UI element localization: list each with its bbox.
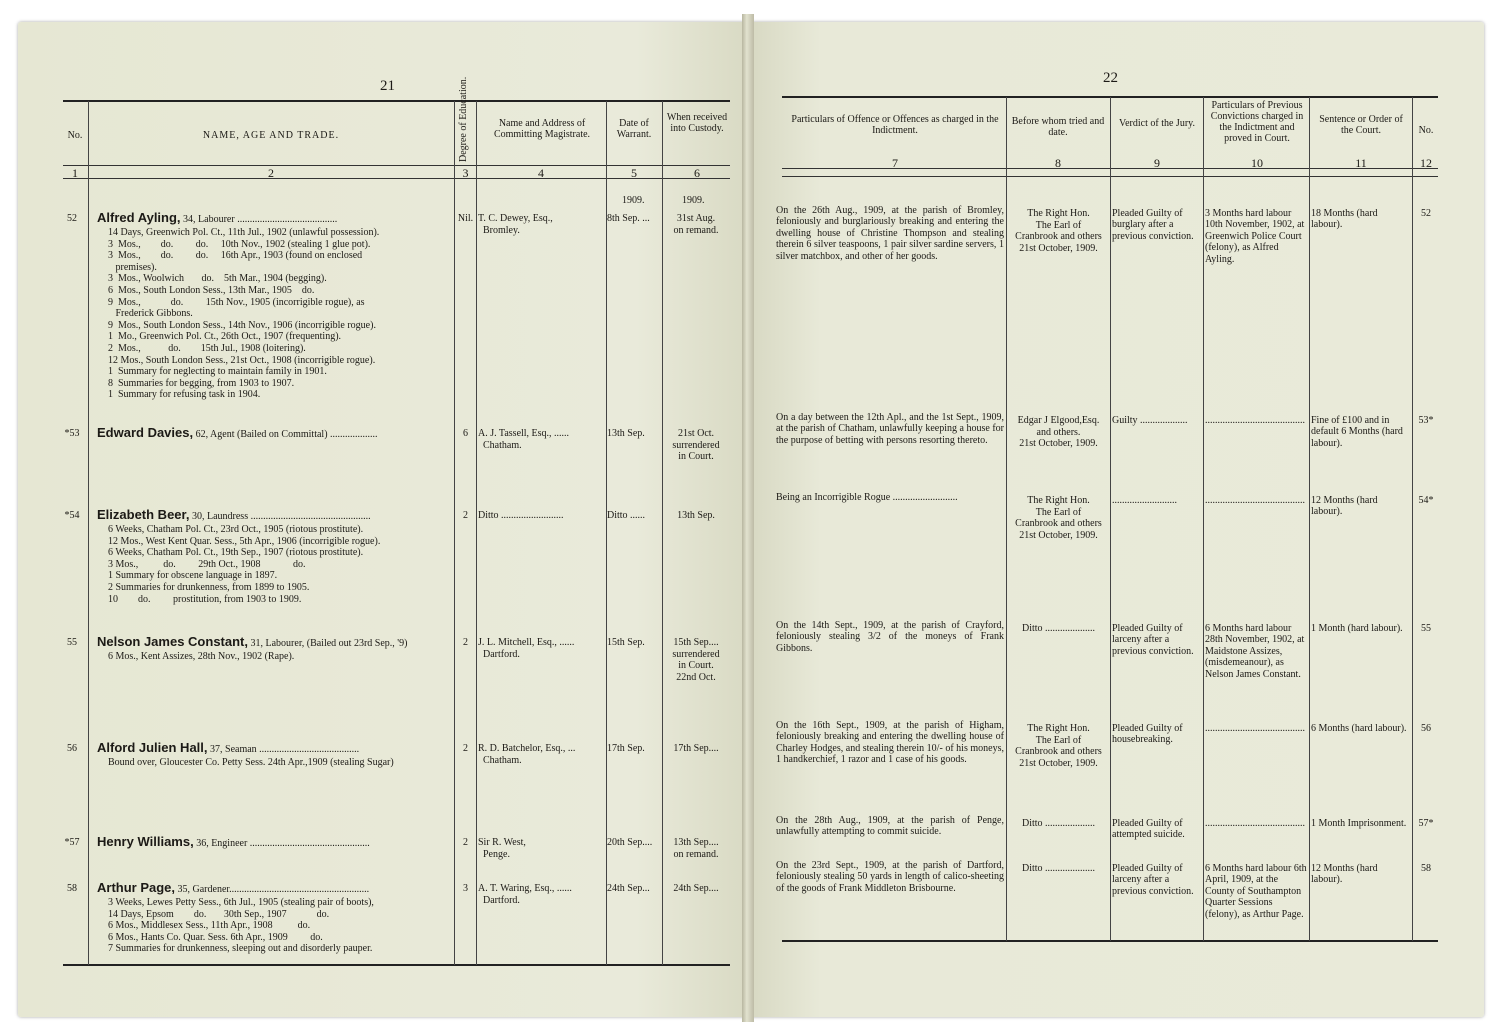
- warrant-date: 24th Sep...: [607, 883, 650, 894]
- right-col-divider: [1006, 97, 1007, 941]
- court-sentence: 1 Month (hard labour).: [1311, 623, 1403, 634]
- entry-number: *53: [64, 428, 80, 439]
- education-degree: 6: [463, 428, 468, 439]
- court-sentence: 18 Months (hard labour).: [1311, 208, 1378, 231]
- custody-date: 31st Aug. on remand.: [673, 213, 719, 236]
- warrant-date: Ditto ......: [607, 510, 646, 521]
- entry-name-line: [97, 507, 452, 522]
- prisoner-name: Alfred Ayling,: [97, 210, 181, 225]
- prisoner-details: 62, Agent (Bailed on Committal) ...................: [193, 429, 378, 440]
- col-number: 4: [538, 166, 544, 180]
- header-sentence: Sentence or Order of the Court.: [1319, 114, 1403, 136]
- col-number: 3: [462, 166, 469, 180]
- entry-number: *54: [64, 510, 80, 521]
- col-number: 5: [631, 166, 637, 180]
- header-previous: Particulars of Previous Convictions charged in the Indictment and proved in Court.: [1210, 100, 1304, 144]
- committing-magistrate: R. D. Batchelor, Esq., ... Chatham.: [478, 743, 576, 766]
- entry-name-line: [97, 740, 452, 755]
- custody-date: 24th Sep....: [673, 883, 719, 894]
- warrant-date: 8th Sep. ...: [607, 213, 650, 224]
- header-no-right: No.: [1418, 125, 1434, 136]
- previous-convictions: ........................................: [1205, 818, 1305, 829]
- prisoner-details: 37, Seaman ........................................: [207, 744, 360, 755]
- left-top-rule: [63, 100, 730, 102]
- entry-number-right: 53*: [1418, 415, 1434, 426]
- tried-before: Ditto ....................: [1021, 818, 1096, 829]
- warrant-date: 17th Sep.: [607, 743, 645, 754]
- col-number: 9: [1154, 156, 1160, 170]
- right-col-divider: [1309, 97, 1310, 941]
- header-no: No.: [67, 130, 83, 141]
- tried-before: The Right Hon. The Earl of Cranbrook and others 21st October, 1909.: [1015, 723, 1102, 769]
- previous-convictions: ........................................: [1205, 723, 1305, 734]
- custody-year: 1909.: [682, 195, 705, 206]
- header-magistrate: Name and Address of Committing Magistrate.: [493, 118, 591, 140]
- entry-name-line: [97, 425, 452, 440]
- entry-name-line: [97, 834, 452, 849]
- court-sentence: 12 Months (hard labour).: [1311, 495, 1378, 518]
- previous-convictions: 6 Months hard labour 28th November, 1902, at Maidstone Assizes, (misdemeanour), as Nelson James Constant.: [1205, 623, 1305, 680]
- entry-name-line: [97, 210, 452, 225]
- header-offence: Particulars of Offence or Offences as charged in the Indictment.: [791, 114, 999, 136]
- jury-verdict: Pleaded Guilty of housebreaking.: [1112, 723, 1183, 746]
- header-warrant: Date of Warrant.: [616, 118, 652, 140]
- book-gutter: [742, 14, 754, 1022]
- warrant-date: 15th Sep.: [607, 637, 645, 648]
- right-col-divider: [1110, 97, 1111, 941]
- prisoner-details: 35, Gardener........................................................: [175, 884, 370, 895]
- entry-number: 56: [67, 743, 77, 754]
- prisoner-details: 30, Laundress ................................................: [189, 511, 371, 522]
- left-page-number: 21: [380, 78, 395, 94]
- previous-record: 6 Mos., Kent Assizes, 28th Nov., 1902 (Rape).: [108, 651, 295, 662]
- tried-before: The Right Hon. The Earl of Cranbrook and others 21st October, 1909.: [1015, 208, 1102, 254]
- offence-particulars: On the 16th Sept., 1909, at the parish of Higham, feloniously breaking and entering the dwelling house of Charley Hodges, and stealing therein 10/- of his moneys, 1 handkerchief, 1 razor and 1 case of his goods.: [776, 720, 1004, 766]
- header-verdict: Verdict of the Jury.: [1119, 118, 1195, 129]
- offence-particulars: On a day between the 12th Apl., and the 1st Sept., 1909, at the parish of Chatham, unlawfully keeping a house for the purpose of betting with persons resorting thereto.: [776, 412, 1004, 446]
- col-number: 2: [268, 166, 274, 180]
- entry-number: 52: [67, 213, 77, 224]
- entry-number-right: 56: [1421, 723, 1431, 734]
- header-custody: When received into Custody.: [666, 112, 728, 134]
- previous-convictions: ........................................: [1205, 415, 1305, 426]
- prisoner-name: Edward Davies,: [97, 425, 194, 440]
- left-col-divider: [662, 101, 663, 965]
- tried-before: Ditto ....................: [1021, 863, 1096, 874]
- committing-magistrate: T. C. Dewey, Esq., Bromley.: [478, 213, 553, 236]
- previous-convictions: 6 Months hard labour 6th April, 1909, at the County of Southampton Quarter Sessions (felony), as Arthur Page.: [1205, 863, 1307, 920]
- jury-verdict: Pleaded Guilty of attempted suicide.: [1112, 818, 1185, 841]
- right-page-number: 22: [1103, 70, 1118, 86]
- col-number: 11: [1355, 156, 1367, 170]
- offence-particulars: On the 14th Sept., 1909, at the parish of Crayford, feloniously stealing 3/2 of the moneys of Frank Gibbons.: [776, 620, 1004, 654]
- offence-particulars: On the 28th Aug., 1909, at the parish of Penge, unlawfully attempting to commit suicide.: [776, 815, 1004, 838]
- previous-record: 3 Weeks, Lewes Petty Sess., 6th Jul., 1905 (stealing pair of boots), 14 Days, Epsom do. 30th Sep., 1907 do. 6 Mos., Middlesex Sess., 11th Apr., 1908 do. 6 Mos., Hants Co. Quar. Sess. 6th Apr., 1909 do. 7 Summaries for drunkenness, sleeping out and disorderly pauper.: [108, 897, 374, 955]
- left-col-divider: [476, 101, 477, 965]
- committing-magistrate: Sir R. West, Penge.: [478, 837, 526, 860]
- education-degree: 2: [463, 743, 468, 754]
- right-col-divider: [1412, 97, 1413, 941]
- entry-number-right: 57*: [1418, 818, 1434, 829]
- left-col-divider: [454, 101, 455, 965]
- warrant-year: 1909.: [622, 195, 645, 206]
- entry-number: *57: [64, 837, 80, 848]
- jury-verdict: Guilty ...................: [1112, 415, 1188, 426]
- previous-convictions: ........................................: [1205, 495, 1305, 506]
- education-degree: Nil.: [457, 213, 474, 224]
- entry-name-line: [97, 880, 452, 895]
- prisoner-name: Henry Williams,: [97, 834, 194, 849]
- entry-number-right: 52: [1421, 208, 1431, 219]
- custody-date: 17th Sep....: [673, 743, 719, 754]
- committing-magistrate: J. L. Mitchell, Esq., ...... Dartford.: [478, 637, 575, 660]
- court-sentence: 1 Month Imprisonment.: [1311, 818, 1407, 829]
- prisoner-details: 36, Engineer ................................................: [193, 838, 370, 849]
- col-number: 8: [1055, 156, 1061, 170]
- warrant-date: 13th Sep.: [607, 428, 645, 439]
- entry-number: 58: [67, 883, 77, 894]
- entry-name-line: [97, 634, 452, 649]
- prisoner-name: Arthur Page,: [97, 880, 176, 895]
- col-number: 1: [72, 166, 78, 180]
- prisoner-details: 34, Labourer ........................................: [180, 214, 338, 225]
- col-number: 6: [694, 166, 700, 180]
- jury-verdict: Pleaded Guilty of larceny after a previous conviction.: [1112, 863, 1194, 897]
- col-number: 10: [1251, 156, 1263, 170]
- tried-before: Ditto ....................: [1021, 623, 1096, 634]
- col-number: 12: [1420, 156, 1432, 170]
- prisoner-name: Alford Julien Hall,: [97, 740, 208, 755]
- court-sentence: Fine of £100 and in default 6 Months (hard labour).: [1311, 415, 1403, 449]
- entry-number-right: 55: [1421, 623, 1431, 634]
- jury-verdict: ..........................: [1112, 495, 1177, 506]
- left-col-divider: [606, 101, 607, 965]
- offence-particulars: On the 23rd Sept., 1909, at the parish of Dartford, feloniously stealing 50 yards in length of calico-sheeting of the goods of Frank Middleton Brisbourne.: [776, 860, 1004, 894]
- custody-date: 13th Sep.: [677, 510, 715, 521]
- tried-before: Edgar J Elgood,Esq. and others. 21st October, 1909.: [1017, 415, 1100, 450]
- entry-number-right: 54*: [1418, 495, 1434, 506]
- left-bottom-rule: [63, 964, 730, 966]
- previous-record: Bound over, Gloucester Co. Petty Sess. 24th Apr.,1909 (stealing Sugar): [108, 757, 394, 768]
- custody-date: 21st Oct. surrendered in Court.: [672, 428, 720, 463]
- education-degree: 3: [463, 883, 468, 894]
- header-education: Degree of Education.: [458, 76, 469, 162]
- committing-magistrate: Ditto .........................: [478, 510, 564, 521]
- offence-particulars: On the 26th Aug., 1909, at the parish of Bromley, feloniously and burglariously breaking and entering the dwelling house of Christine Thompson and stealing therein 6 silver teaspoons, 1 pair silver sardine servers, 1 silver matchbox, and other of her goods.: [776, 205, 1004, 262]
- prisoner-name: Nelson James Constant,: [97, 634, 248, 649]
- col-number: 7: [892, 156, 898, 170]
- entry-number-right: 58: [1421, 863, 1431, 874]
- header-before: Before whom tried and date.: [1011, 116, 1105, 138]
- entry-number: 55: [67, 637, 77, 648]
- committing-magistrate: A. T. Waring, Esq., ...... Dartford.: [478, 883, 572, 906]
- education-degree: 2: [463, 637, 468, 648]
- jury-verdict: Pleaded Guilty of larceny after a previous conviction.: [1112, 623, 1194, 657]
- custody-date: 13th Sep.... on remand.: [673, 837, 719, 860]
- tried-before: The Right Hon. The Earl of Cranbrook and others 21st October, 1909.: [1015, 495, 1102, 541]
- previous-record: 6 Weeks, Chatham Pol. Ct., 23rd Oct., 1905 (riotous prostitute). 12 Mos., West Kent Quar. Sess., 5th Apr., 1906 (incorrigible rogue). 6 Weeks, Chatham Pol. Ct., 19th Sep., 1907 (riotous prostitute). 3 Mos., do. 29th Oct., 1908 do. 1 Summary for obscene language in 1897. 2 Summaries for drunkenness, from 1899 to 1905. 10 do. prostitution, from 1903 to 1909.: [108, 524, 381, 605]
- right-col-divider: [1203, 97, 1204, 941]
- previous-record: 14 Days, Greenwich Pol. Ct., 11th Jul., 1902 (unlawful possession). 3 Mos., do. do. 10th Nov., 1902 (stealing 1 glue pot). 3 Mos., do. do. 16th Apr., 1903 (found on enclosed premises). 3 Mos., Woolwich do. 5th Mar., 1904 (begging). 6 Mos., South London Sess., 13th Mar., 1905 do. 9 Mos., do. 15th Nov., 1905 (incorrigible rogue), as Frederick Gibbons. 9 Mos., South London Sess., 14th Nov., 1906 (incorrigible rogue). 1 Mo., Greenwich Pol. Ct., 26th Oct., 1907 (frequenting). 2 Mos., do. 15th Jul., 1908 (loitering). 12 Mos., South London Sess., 21st Oct., 1908 (incorrigible rogue). 1 Summary for neglecting to maintain family in 1901. 8 Summaries for begging, from 1903 to 1907. 1 Summary for refusing task in 1904.: [108, 227, 380, 401]
- education-degree: 2: [463, 837, 468, 848]
- offence-particulars: Being an Incorrigible Rogue ..........................: [776, 492, 958, 503]
- prisoner-details: 31, Labourer, (Bailed out 23rd Sep., '9): [248, 638, 408, 649]
- header-name: NAME, AGE AND TRADE.: [202, 130, 340, 141]
- custody-date: 15th Sep.... surrendered in Court. 22nd Oct.: [672, 637, 720, 683]
- education-degree: 2: [463, 510, 468, 521]
- warrant-date: 20th Sep....: [607, 837, 653, 848]
- prisoner-name: Elizabeth Beer,: [97, 507, 190, 522]
- court-sentence: 6 Months (hard labour).: [1311, 723, 1407, 734]
- previous-convictions: 3 Months hard labour 10th November, 1902, at Greenwich Police Court (felony), as Alfred Ayling.: [1205, 208, 1305, 265]
- jury-verdict: Pleaded Guilty of burglary after a previous conviction.: [1112, 208, 1194, 242]
- committing-magistrate: A. J. Tassell, Esq., ...... Chatham.: [478, 428, 570, 451]
- court-sentence: 12 Months (hard labour).: [1311, 863, 1378, 886]
- left-col-divider: [88, 101, 89, 965]
